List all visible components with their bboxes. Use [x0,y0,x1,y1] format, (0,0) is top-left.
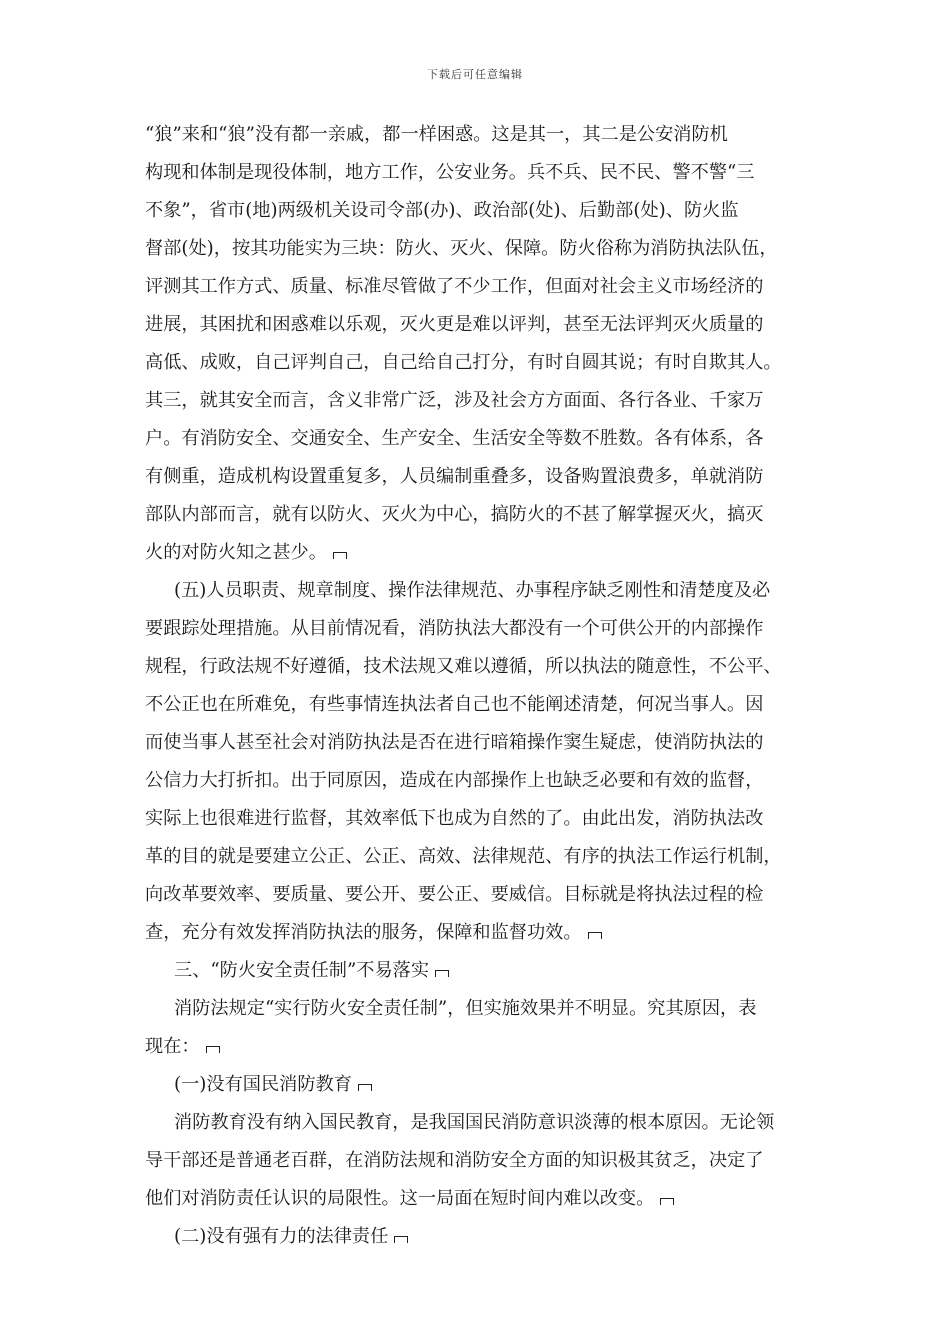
text-line: 进展，其困扰和困惑难以乐观，灭火更是难以评判，甚至无法评判灭火质量的 [145,314,764,335]
text-line: “狼”来和“狼”没有都一亲戚，都一样困惑。这是其一，其二是公安消防机 [145,124,728,145]
text-line: 构现和体制是现役体制，地方工作，公安业务。兵不兵、民不民、警不警“三 [145,162,755,183]
text-line: 要跟踪处理措施。从目前情况看，消防执法大都没有一个可供公开的内部操作 [145,618,764,639]
paragraph-mark-icon [333,552,347,559]
text-line: 公信力大打折扣。出于同原因，造成在内部操作上也缺乏必要和有效的监督， [145,770,764,791]
text-line: 评测其工作方式、质量、标准尽管做了不少工作，但面对社会主义市场经济的 [145,276,764,297]
paragraph-mark-icon [394,1236,408,1243]
text-line: 不公正也在所难免，有些事情连执法者自己也不能阐述清楚，何况当事人。因 [145,694,764,715]
text-line: (五)人员职责、规章制度、操作法律规范、办事程序缺乏刚性和清楚度及必 [174,580,771,601]
text-line: 消防法规定“实行防火安全责任制”，但实施效果并不明显。究其原因，表 [174,998,757,1019]
page-header: 下载后可任意编辑 [427,68,523,81]
text-line: 其三，就其安全而言，含义非常广泛，涉及社会方方面面、各行各业、千家万 [145,390,764,411]
subsection-heading: (二)没有强有力的法律责任 [174,1218,825,1256]
text-line: 而使当事人甚至社会对消防执法是否在进行暗箱操作窦生疑虑，使消防执法的 [145,732,764,753]
text-line: 消防教育没有纳入国民教育，是我国国民消防意识淡薄的根本原因。无论领 [174,1112,775,1133]
text-line: 部队内部而言，就有以防火、灭火为中心，搞防火的不甚了解掌握灭火，搞灭 [145,504,764,525]
text-line: 查，充分有效发挥消防执法的服务，保障和监督功效。 [145,914,825,952]
text-line: 向改革要效率、要质量、要公开、要公正、要威信。目标就是将执法过程的检 [145,884,764,905]
text-line: 不象”，省市(地)两级机关设司令部(办)、政治部(处)、后勤部(处)、防火监 [145,200,739,221]
text-line: 他们对消防责任认识的局限性。这一局面在短时间内难以改变。 [145,1180,825,1218]
paragraph-mark-icon [206,1046,220,1053]
text-line: 导干部还是普通老百群，在消防法规和消防安全方面的知识极其贫乏，决定了 [145,1150,764,1171]
text-line: 革的目的就是要建立公正、公正、高效、法律规范、有序的执法工作运行机制， [145,846,782,867]
text-line: 规程，行政法规不好遵循，技术法规又难以遵循，所以执法的随意性，不公平、 [145,656,782,677]
text-line: 实际上也很难进行监督，其效率低下也成为自然的了。由此出发，消防执法改 [145,808,764,829]
text-line: 火的对防火知之甚少。 [145,534,825,572]
paragraph-mark-icon [588,932,602,939]
section-heading: 三、“防火安全责任制”不易落实 [174,952,825,990]
paragraph-mark-icon [435,970,449,977]
text-line: 督部(处)，按其功能实为三块：防火、灭火、保障。防火俗称为消防执法队伍， [145,238,778,259]
text-line: 户。有消防安全、交通安全、生产安全、生活安全等数不胜数。各有体系，各 [145,428,764,449]
paragraph-mark-icon [358,1084,372,1091]
text-line: 有侧重，造成机构设置重复多，人员编制重叠多，设备购置浪费多，单就消防 [145,466,764,487]
text-line: 现在： [145,1028,825,1066]
text-line: 高低、成败，自己评判自己，自己给自己打分，有时自圆其说；有时自欺其人。 [145,352,782,373]
subsection-heading: (一)没有国民消防教育 [174,1066,825,1104]
paragraph-mark-icon [660,1198,674,1205]
